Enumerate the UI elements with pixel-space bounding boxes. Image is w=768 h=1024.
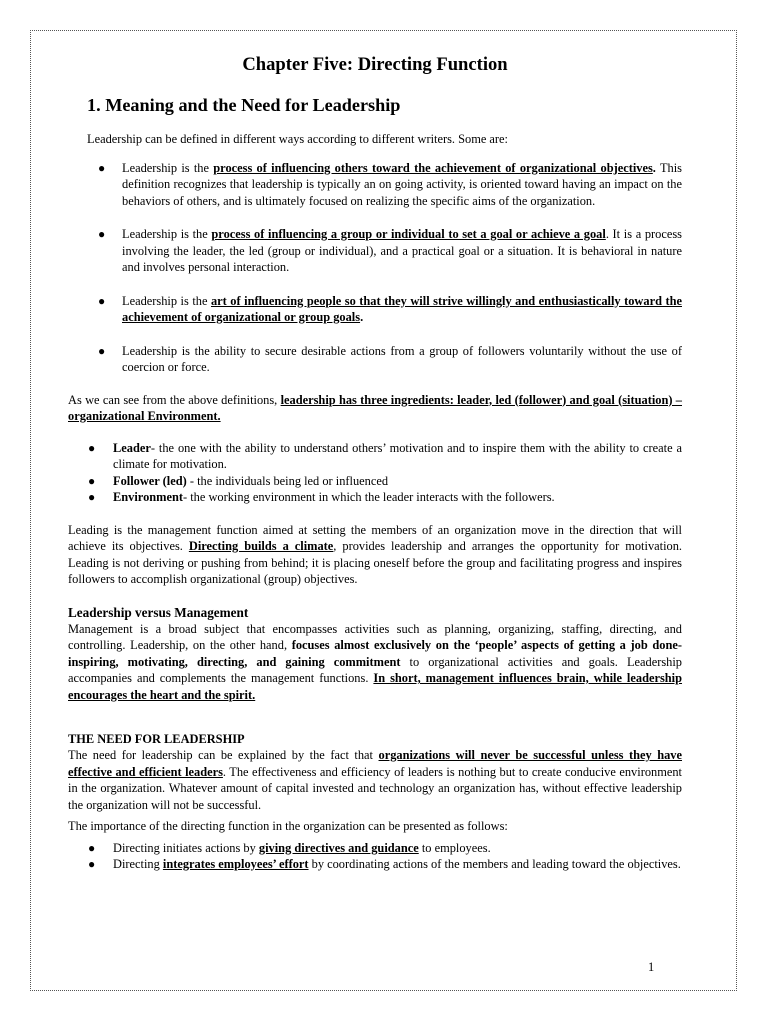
- bullet-icon: ●: [98, 160, 106, 175]
- list-item: ● Directing initiates actions by giving directives and guidance to employees.: [88, 840, 491, 855]
- importance-intro: The importance of the directing function in the organization can be presented as follows:: [68, 819, 508, 833]
- list-item: ● Directing integrates employees’ effort by coordinating actions of the members and leading toward the objectives.: [88, 857, 681, 871]
- bullet-icon: ●: [88, 857, 96, 871]
- list-item: ● Leader- the one with the ability to understand others’ motivation and to inspire them with the ability to create a climate for motivation.: [88, 440, 682, 471]
- lvm-paragraph: Management is a broad subject that encompasses activities such as planning, organizing, staffing, directing, and controlling. Leadership, on the other hand, focuses almost exclusively on the ‘people’ aspects of getting a job done-inspiring, motivating, directing, and gaining commitment to organizational activities and goals. Leadership accompanies and complements the management functions. In short, management influences brain, while leadership encourages the heart and the spirit.: [68, 621, 683, 702]
- list-item: ● Leadership is the ability to secure desirable actions from a group of followers voluntarily without the use of coercion or force.: [98, 343, 682, 374]
- list-item: ● Leadership is the process of influencing others toward the achievement of organizational objectives. This definition recognizes that leadership is typically an on going activity, is oriented toward having an impact on the behaviors of others, and is ultimately focused on realizing the specific aims of the organization.: [98, 160, 682, 208]
- lvm-heading: Leadership versus Management: [68, 604, 249, 620]
- document-body: [68, 54, 682, 873]
- bullet-icon: ●: [98, 227, 106, 241]
- list-item: ● Leadership is the art of influencing people so that they will strive willingly and enthusiastically toward the achievement of organizational or group goals.: [98, 293, 682, 324]
- bullet-icon: ●: [88, 490, 96, 504]
- definitions-list: [98, 160, 682, 376]
- bullet-icon: ●: [98, 293, 106, 308]
- leading-paragraph: Leading is the management function aimed at setting the members of an organization move in the direction that will achieve its objectives. Directing builds a climate, provides leadership and arranges the opportunity for motivation. Leading is not deriving or pushing from behind; it is placing oneself before the group and facilitating progress and inspires followers to accomplish organizational (group) objectives.: [68, 522, 683, 586]
- page-number: 1: [648, 960, 655, 974]
- bullet-icon: ●: [88, 473, 96, 488]
- chapter-title: Chapter Five: Directing Function: [242, 54, 508, 75]
- list-item: ● Environment- the working environment in which the leader interacts with the followers.: [88, 490, 555, 504]
- bullet-icon: ●: [98, 343, 106, 358]
- section-title: 1. Meaning and the Need for Leadership: [87, 95, 401, 115]
- bullet-icon: ●: [88, 440, 96, 455]
- ingredients-intro: As we can see from the above definitions, leadership has three ingredients: leader, led (follower) and goal (situation) – organizational Environment.: [68, 392, 682, 423]
- importance-list: [88, 840, 682, 873]
- need-paragraph: The need for leadership can be explained by the fact that organizations will never be successful unless they have effective and efficient leaders. The effectiveness and efficiency of leaders is nothing but to create conducive environment in the organization. Whatever amount of capital invested and technology an organization has, without effective leadership the organization will not be successful.: [68, 748, 682, 812]
- list-item: ● Leadership is the process of influencing a group or individual to set a goal or achieve a goal. It is a process involving the leader, the led (group or individual), and a practical goal or a situation. It is behavioral in nature and involves personal interaction.: [98, 227, 683, 274]
- list-item: ● Follower (led) - the individuals being led or influenced: [88, 473, 389, 488]
- intro-paragraph: Leadership can be defined in different ways according to different writers. Some are:: [87, 132, 509, 146]
- ingredients-list: [88, 440, 682, 506]
- need-heading: THE NEED FOR LEADERSHIP: [68, 732, 245, 746]
- bullet-icon: ●: [88, 840, 96, 855]
